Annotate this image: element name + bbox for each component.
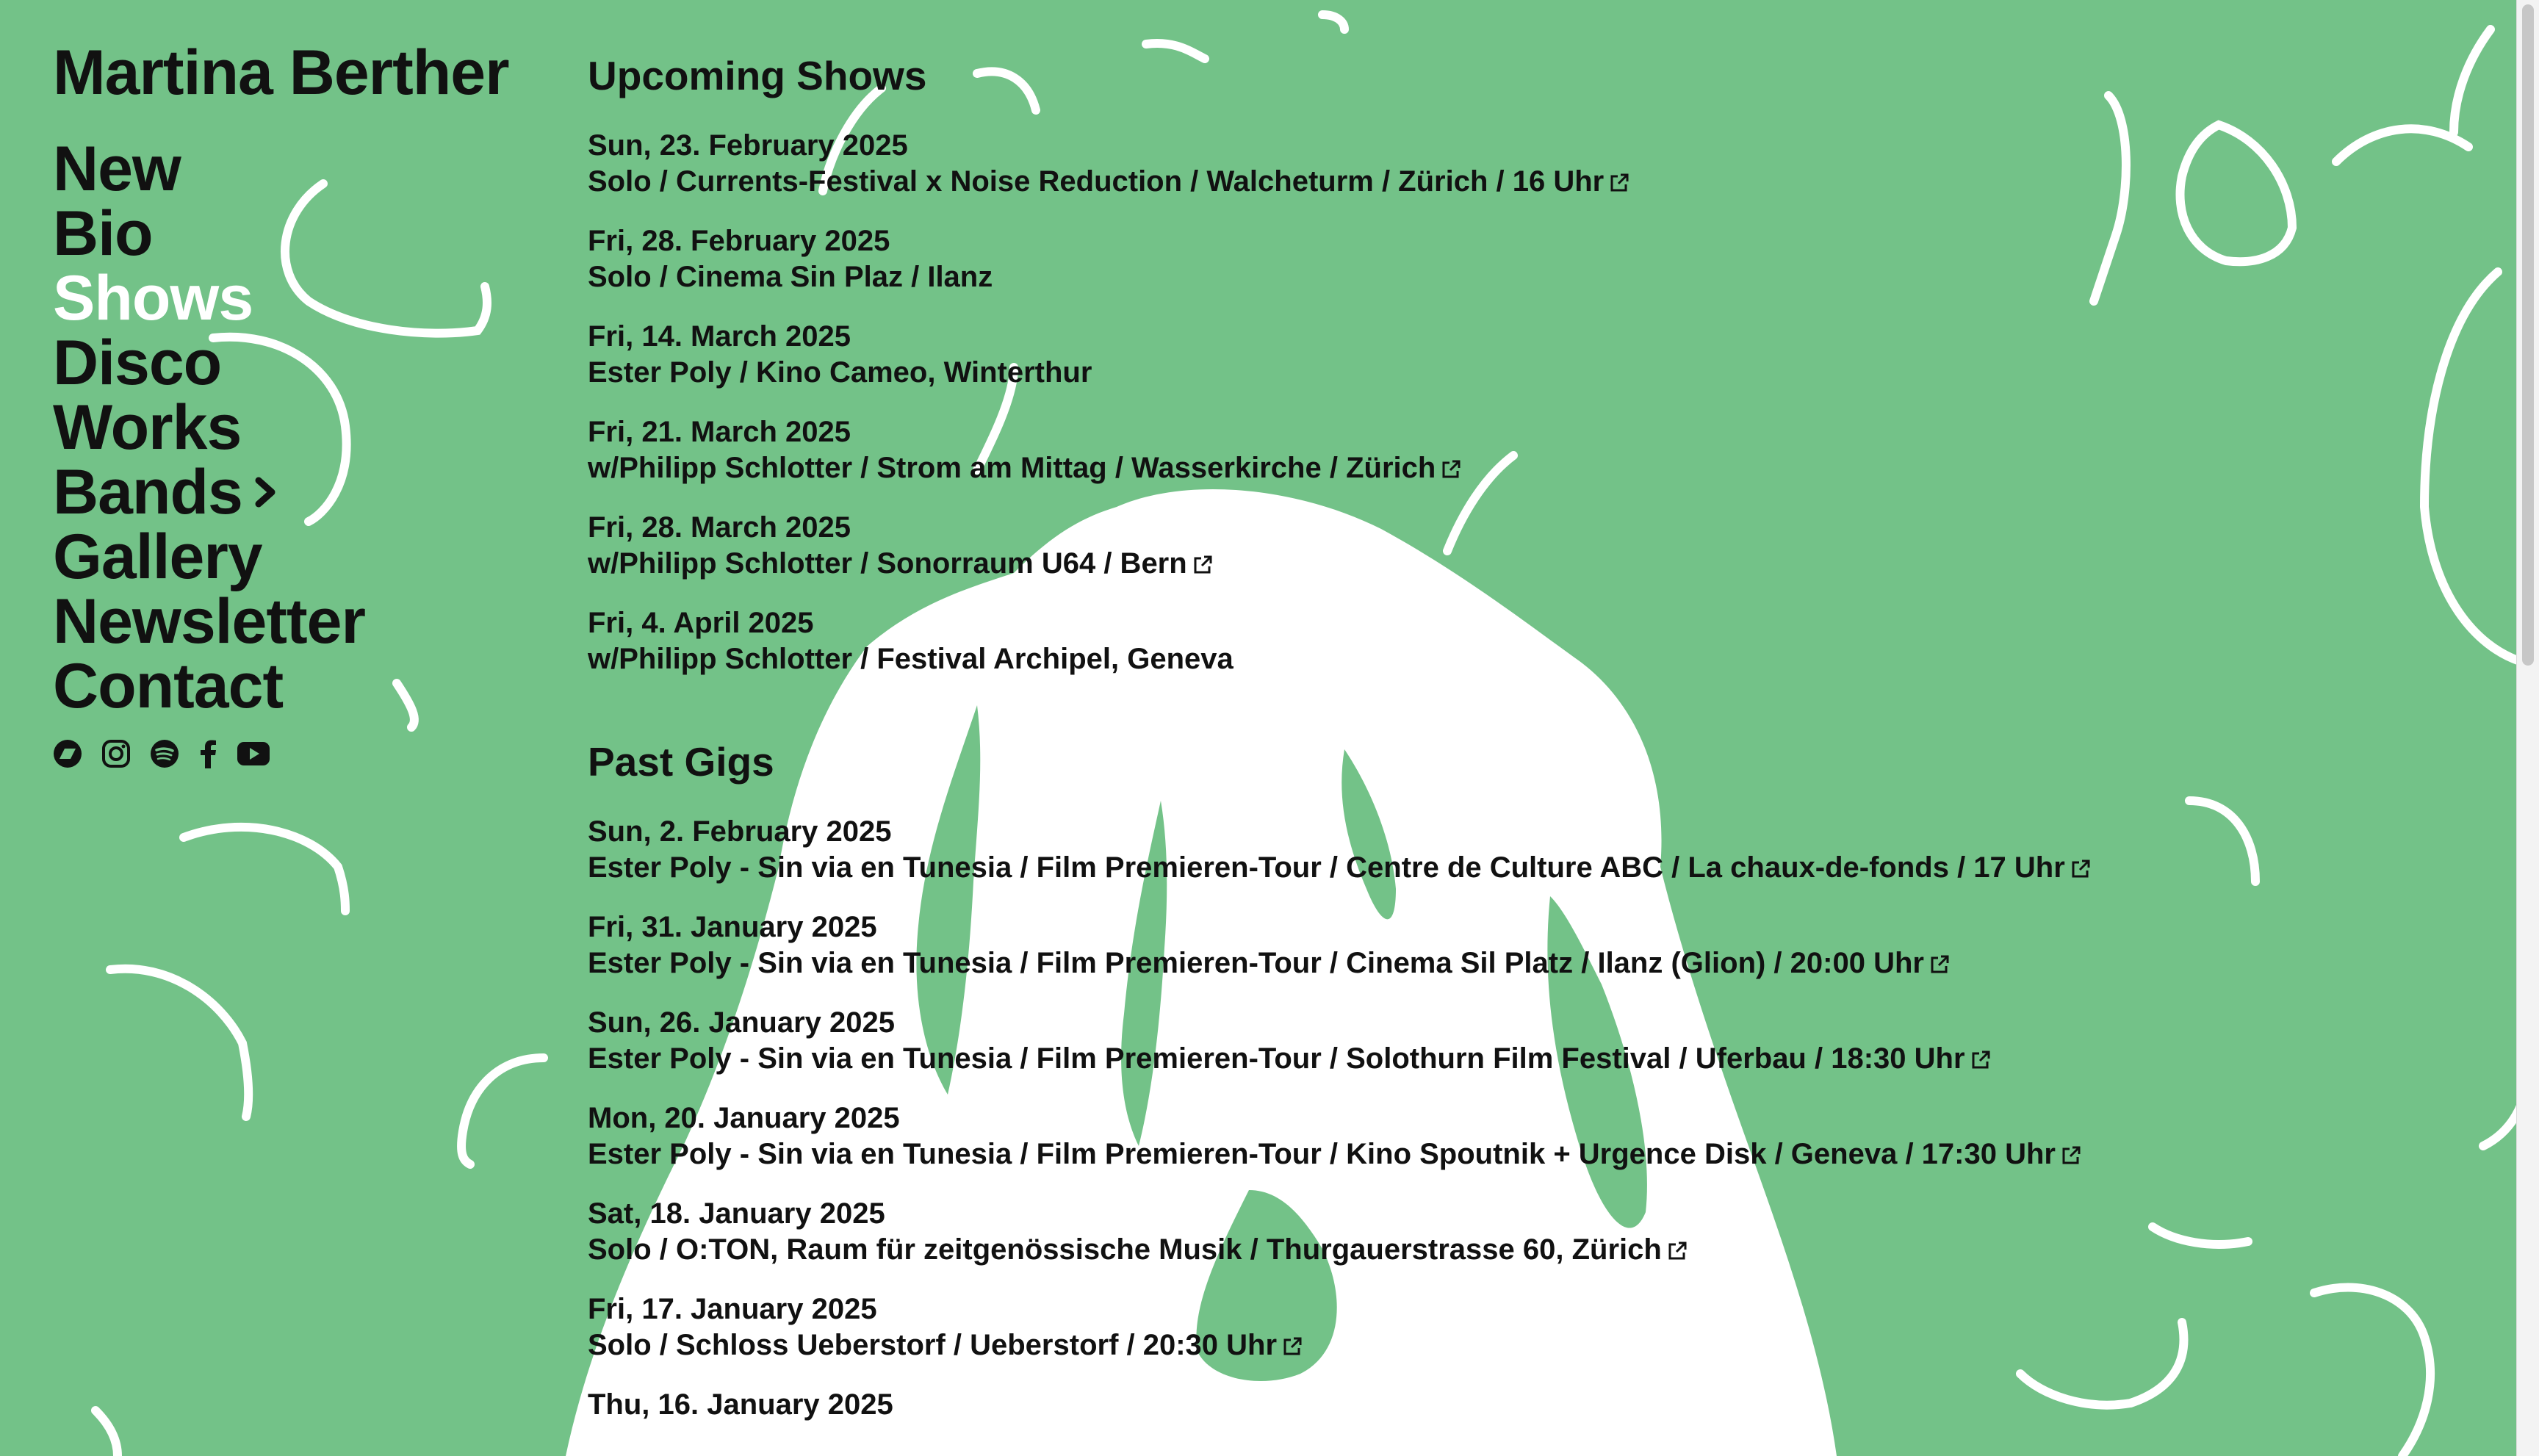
show-details-text: w/Philipp Schlotter / Sonorraum U64 / Bern	[588, 547, 1187, 580]
show-item	[588, 1196, 2424, 1268]
show-date: Sat, 18. January 2025	[588, 1197, 885, 1230]
show-details-text: Solo / O:TON, Raum für zeitgenössische Musik / Thurgauerstrasse 60, Zürich	[588, 1233, 1662, 1266]
show-item	[588, 319, 2424, 391]
external-link-icon	[2060, 1145, 2082, 1167]
shows-content	[588, 51, 2424, 1446]
show-details-text: Ester Poly - Sin via en Tunesia / Film Premieren-Tour / Cinema Sil Platz / Ilanz (Glion) / 20:00 Uhr	[588, 947, 1924, 979]
nav-item-label: Bio	[53, 198, 153, 269]
show-details-link[interactable]	[588, 1041, 2424, 1077]
external-link-icon	[1192, 554, 1214, 576]
show-date: Fri, 31. January 2025	[588, 911, 877, 943]
show-item	[588, 223, 2424, 295]
facebook-icon[interactable]	[198, 739, 217, 768]
show-item	[588, 510, 2424, 582]
show-date: Fri, 4. April 2025	[588, 607, 814, 639]
show-details-link[interactable]	[588, 850, 2424, 886]
show-details-link[interactable]	[588, 546, 2424, 582]
show-details-link[interactable]	[588, 1232, 2424, 1268]
show-date: Thu, 16. January 2025	[588, 1388, 893, 1421]
show-details-text: Solo / Cinema Sin Plaz / Ilanz	[588, 261, 993, 293]
show-details-text: Solo / Schloss Ueberstorf / Ueberstorf / 20:30 Uhr	[588, 1329, 1278, 1361]
nav-item-newsletter[interactable]	[53, 586, 509, 657]
scrollbar-thumb[interactable]	[2522, 4, 2534, 666]
site-title[interactable]: Martina Berther	[53, 37, 509, 108]
nav-item-label: Bands	[53, 457, 242, 527]
show-date: Sun, 23. February 2025	[588, 129, 908, 162]
past-gigs-list	[588, 814, 2424, 1423]
nav-item-shows[interactable]	[53, 263, 509, 334]
external-link-icon	[1440, 458, 1462, 480]
show-details-text: Ester Poly - Sin via en Tunesia / Film Premieren-Tour / Centre de Culture ABC / La chaux-de-fonds / 17 Uhr	[588, 851, 2065, 884]
spotify-icon[interactable]	[150, 739, 179, 768]
external-link-icon	[1666, 1240, 1688, 1262]
show-date: Fri, 28. February 2025	[588, 225, 890, 257]
show-details-link[interactable]	[588, 164, 2424, 200]
nav-item-contact[interactable]	[53, 651, 509, 721]
nav-item-new[interactable]	[53, 134, 509, 204]
external-link-icon	[1928, 954, 1951, 976]
show-details-link[interactable]	[588, 1327, 2424, 1363]
show-details-link[interactable]	[588, 945, 2424, 981]
nav-item-bands[interactable]	[53, 457, 509, 527]
youtube-icon[interactable]	[237, 740, 270, 767]
show-details-text: Solo / Currents-Festival x Noise Reduction / Walcheturm / Zürich / 16 Uhr	[588, 165, 1605, 198]
nav-item-label: New	[53, 134, 181, 204]
show-date: Fri, 28. March 2025	[588, 511, 851, 544]
show-details-link[interactable]	[588, 1136, 2424, 1172]
show-date: Fri, 14. March 2025	[588, 320, 851, 353]
sidebar	[53, 37, 509, 768]
upcoming-shows-list	[588, 128, 2424, 677]
external-link-icon	[1281, 1336, 1303, 1358]
chevron-right-icon	[250, 470, 282, 514]
external-link-icon	[1970, 1049, 1992, 1071]
nav-item-label: Newsletter	[53, 586, 365, 657]
show-date: Mon, 20. January 2025	[588, 1102, 900, 1134]
main-nav	[53, 134, 509, 721]
nav-item-label: Disco	[53, 328, 222, 398]
show-date: Sun, 26. January 2025	[588, 1006, 896, 1039]
social-links	[53, 739, 509, 768]
show-details-text: Ester Poly - Sin via en Tunesia / Film Premieren-Tour / Kino Spoutnik + Urgence Disk / Geneva / 17:30 Uhr	[588, 1138, 2056, 1170]
show-item	[588, 605, 2424, 677]
nav-item-label: Works	[53, 392, 242, 463]
upcoming-shows-heading: Upcoming Shows	[588, 53, 927, 98]
show-details-text: w/Philipp Schlotter / Strom am Mittag / Wasserkirche / Zürich	[588, 452, 1436, 484]
nav-item-bio[interactable]	[53, 198, 509, 269]
show-date: Fri, 17. January 2025	[588, 1293, 877, 1325]
show-item	[588, 1005, 2424, 1077]
nav-item-disco[interactable]	[53, 328, 509, 398]
show-details-text: Ester Poly / Kino Cameo, Winterthur	[588, 356, 1092, 389]
show-item	[588, 814, 2424, 886]
show-date: Fri, 21. March 2025	[588, 416, 851, 448]
nav-item-label: Contact	[53, 651, 284, 721]
page-scrollbar[interactable]	[2516, 0, 2539, 1456]
nav-item-works[interactable]	[53, 392, 509, 463]
show-item	[588, 1387, 2424, 1423]
show-details-text: w/Philipp Schlotter / Festival Archipel, Geneva	[588, 643, 1234, 675]
show-details-link[interactable]	[588, 450, 2424, 486]
bandcamp-icon[interactable]	[53, 739, 82, 768]
nav-item-gallery[interactable]	[53, 522, 509, 592]
show-item	[588, 909, 2424, 981]
show-date: Sun, 2. February 2025	[588, 815, 892, 848]
show-item	[588, 1291, 2424, 1363]
instagram-icon[interactable]	[101, 739, 131, 768]
external-link-icon	[2070, 858, 2092, 880]
show-item	[588, 414, 2424, 486]
show-item	[588, 1100, 2424, 1172]
nav-item-label: Shows	[53, 263, 253, 334]
show-item	[588, 128, 2424, 200]
nav-item-label: Gallery	[53, 522, 262, 592]
past-gigs-heading: Past Gigs	[588, 739, 774, 785]
show-details-text: Ester Poly - Sin via en Tunesia / Film Premieren-Tour / Solothurn Film Festival / Uferbau / 18:30 Uhr	[588, 1042, 1965, 1075]
external-link-icon	[1608, 172, 1630, 194]
